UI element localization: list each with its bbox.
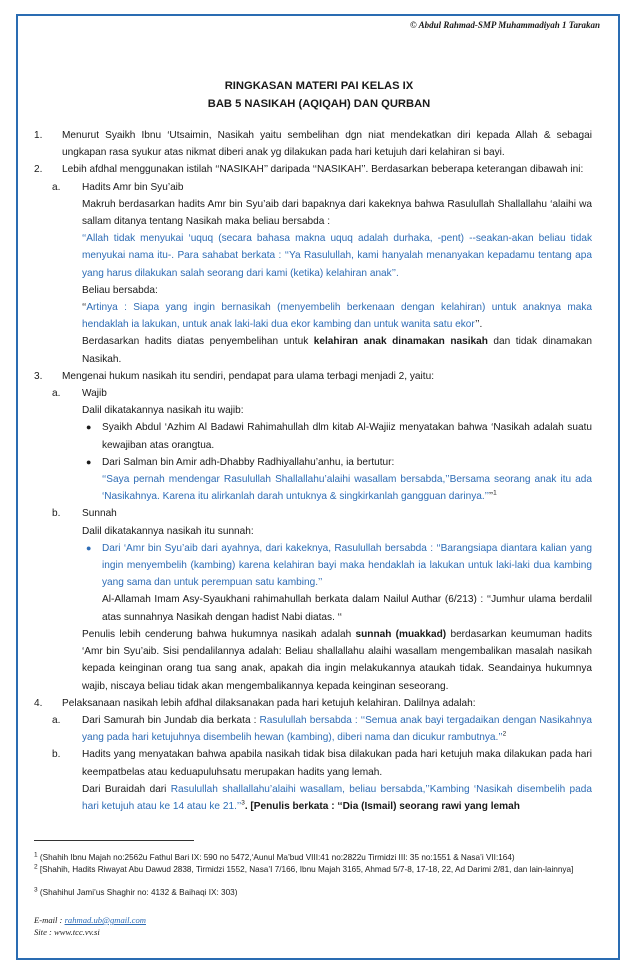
footnote-divider	[34, 840, 194, 841]
bullet-text: Dari ‘Amr bin Syu’aib dari ayahnya, dari kakeknya, Rasulullah bersabda : ‘‘Barangsiapa diantara kalian yang ingin menyembelih (kambing) karena kelahiran bayi maka hendaklah ia lakukan untuk laki-laki dua kambing yang sama dan untuk perempuan satu kambing.’’	[102, 542, 592, 589]
subitem-2a	[34, 179, 592, 196]
bullet-item	[34, 540, 592, 592]
document-title: RINGKASAN MATERI PAI KELAS IX	[224, 80, 414, 92]
footnote-ref: 1	[493, 489, 497, 497]
subitem-3a	[34, 385, 592, 402]
hadith-quote: ‘‘Saya pernah mendengar Rasulullah Shallallahu’alaihi wasallam bersabda,’’Bersama seorang anak itu ada ‘Nasikahnya. Karena itu alirkanlah darah untuknya & singkirkanlah gangguan darinya.’’	[102, 474, 592, 503]
bullet-icon: ●	[86, 456, 92, 467]
email-label: E-mail :	[34, 915, 65, 925]
sub-title: Wajib	[82, 388, 107, 400]
paragraph: Al-Allamah Imam Asy-Syaukhani rahimahullah berkata dalam Nailul Authar (6/213) : ‘‘Jumhur ulama berdalil atas sunnahnya Nasikah dengan hadist Nabi diatas. ‘‘	[102, 594, 592, 623]
text-span: berdasarkan keumuman hadits ‘Amr bin Syu’aib. Sisi pendalilannya adalah: Beliau shallallahu alaihi wasallam mengembalikan masalah nasikah kepada keinginan orang tua sang anak, apakah dia ingin melakukannya ataukah tidak. Seandainya hukumnya wajib, niscaya beliau tidak akan mengembalikannya kepada keinginan seseorang.	[82, 628, 592, 692]
bullet-icon: ●	[86, 542, 92, 553]
chapter-title: BAB 5 NASIKAH (AQIQAH) DAN QURBAN	[207, 98, 431, 110]
quote-close: ’’.	[475, 319, 483, 331]
copyright-header: © Abdul Rahmad-SMP Muhammadiyah 1 Tarakan	[409, 20, 600, 30]
footnote-ref: 2	[502, 730, 507, 738]
list-number: 1.	[34, 130, 43, 141]
footnote-text: (Shahih Ibnu Majah no:2562u Fathul Bari IX: 590 no 5472,‘Aunul Ma’bud VIII:41 no:2822u Tirmidzi III: 35 no:1551 & Nasa’i VII:164)	[37, 853, 515, 862]
document-body	[34, 127, 592, 815]
subitem-4a	[34, 712, 592, 746]
sub-marker: a.	[52, 714, 61, 726]
bullet-text: Dari Salman bin Amir adh-Dhabby Radhiyallahu’anhu, ia bertutur:	[102, 456, 395, 468]
list-number: 2.	[34, 164, 43, 176]
list-text: Mengenai hukum nasikah itu sendiri, pendapat para ulama terbagi menjadi 2, yaitu:	[62, 370, 435, 382]
bullet-item	[34, 454, 592, 471]
list-text: Pelaksanaan nasikah lebih afdhal dilaksanakan pada hari ketujuh kelahiran. Dalilnya adalah:	[62, 697, 476, 709]
hadith-quote: Rasulullah shallallahu’alaihi wasallam, beliau bersabda,’’Kambing ‘Nasikah disembelih pada hari ketujuh atau ke 14 atau ke 21.’’	[82, 783, 592, 812]
subitem-4b	[34, 746, 592, 780]
email-link[interactable]: rahmad.ub@gmail.com	[64, 915, 146, 925]
sub-title: Hadits Amr bin Syu’aib	[82, 181, 184, 193]
hadith-quote-block	[34, 471, 592, 505]
list-number: 4.	[34, 697, 43, 709]
footer-site: Site : www.tcc.vv.si	[34, 927, 100, 937]
footnote-3	[34, 887, 594, 899]
bold-text: . [Penulis berkata : ‘‘Dia (Ismail) seorang rawi yang lemah	[244, 800, 520, 812]
hadith-quote: Rasulullah bersabda : ‘‘Semua anak bayi tergadaikan dengan Nasikahnya yang pada hari ketujuhnya disembelih hewan (kambing), diberi nama dan dicukur rambutnya.’’	[82, 714, 592, 744]
paragraph: Dalil dikatakannya nasikah itu wajib:	[82, 405, 244, 417]
paragraph: Makruh berdasarkan hadits Amr bin Syu’aib dari bapaknya dari kakeknya bahwa Rasulullah Shallallahu ‘alaihi wa sallam ditanya tentang Nasikah maka beliau bersabda :	[82, 198, 592, 228]
footnote-ref: 3	[241, 799, 245, 807]
text-span: Penulis lebih cenderung bahwa hukumnya nasikah adalah	[82, 628, 356, 640]
hadith-quote: Artinya : Siapa yang ingin bernasikah (menyembelih berkenaan dengan kelahiran) untuk anaknya maka hendaklah ia lakukan, untuk anak laki-laki dua ekor kambing dan untuk wanita satu ekor	[82, 302, 592, 331]
list-item-4	[34, 695, 592, 712]
bold-text: sunnah (muakkad)	[355, 628, 447, 640]
paragraph: Dalil dikatakannya nasikah itu sunnah:	[82, 525, 254, 537]
bold-text: kelahiran anak dinamakan nasikah	[313, 336, 488, 348]
bullet-item	[34, 419, 592, 453]
sub-text: Hadits yang menyatakan bahwa apabila nasikah tidak bisa dilakukan pada hari ketujuh maka dilakukan pada hari keempatbelas atau keduapuluhsatu merupakan hadits yang lemah.	[82, 749, 592, 778]
paragraph	[34, 333, 592, 367]
bullet-text: Syaikh Abdul ‘Azhim Al Badawi Rahimahullah dlm kitab Al-Wajiiz menyatakan bahwa ‘Nasikah adalah suatu kewajiban atas orangtua.	[102, 422, 592, 451]
hadith-quote-block	[34, 299, 592, 333]
subitem-3b	[34, 505, 592, 522]
quote-open: ‘‘	[82, 302, 87, 314]
footer-email	[34, 915, 146, 925]
list-text: Lebih afdhal menggunakan istilah ‘‘NASIKAH’’ daripada ‘‘NASIKAH’’. Berdasarkan beberapa keterangan dibawah ini:	[62, 164, 584, 176]
bullet-icon: ●	[86, 422, 92, 433]
text-span: dan tidak dinamakan Nasikah.	[82, 336, 592, 365]
sub-marker: a.	[52, 388, 61, 400]
quote-close: ’’	[488, 491, 494, 503]
paragraph	[34, 626, 592, 695]
text-span: Berdasarkan hadits diatas penyembelihan untuk	[82, 336, 314, 348]
list-item-1	[34, 127, 592, 161]
sub-title: Sunnah	[82, 508, 117, 520]
footnote-2	[34, 864, 594, 876]
footnote-text: [Shahih, Hadits Riwayat Abu Dawud 2838, Tirmidzi 1552, Nasa’I 7/166, Ibnu Majah 3165, Ahmad 5/7-8, 17-18, 22, Ad Darimi 2/81, dan lain-lainnya]	[37, 865, 574, 874]
list-number: 3.	[34, 370, 43, 382]
footnote-number: 3	[34, 886, 38, 894]
text-span: Dari Buraidah dari	[82, 783, 171, 795]
list-text: Menurut Syaikh Ibnu ‘Utsaimin, Nasikah yaitu sembelihan dgn niat mendekatkan diri kepada Allah & sebagai ungkapan rasa syukur atas nikmat diberi anak yg dilakukan pada hari ketujuh dari kelahiran si bayi.	[62, 130, 592, 159]
list-item-3	[34, 368, 592, 385]
text-span: Dari Samurah bin Jundab dia berkata :	[82, 714, 260, 726]
footnote-text: (Shahihul Jami’us Shaghir no: 4132 & Baihaqi IX: 303)	[37, 888, 238, 897]
paragraph: Beliau bersabda:	[82, 284, 158, 296]
footnote-number: 1	[34, 851, 38, 859]
footnote-number: 2	[34, 863, 38, 871]
list-item-2	[34, 161, 592, 178]
paragraph	[34, 781, 592, 815]
sub-marker: b.	[52, 749, 61, 761]
sub-marker: b.	[52, 508, 61, 520]
hadith-quote: ‘‘Allah tidak menyukai ‘uquq (secara bahasa makna uquq adalah durhaka, -pent) --seakan-akan beliau tidak menyukai nama itu-. Para sahabat berkata : ‘‘Ya Rasulullah, kami hanyalah menanyakan kepadamu tentang apa yang harus dilakukan salah seorang dari kami (ketika) kelahiran anak’’.	[82, 233, 592, 279]
sub-marker: a.	[52, 181, 61, 193]
footnote-1	[34, 852, 594, 864]
